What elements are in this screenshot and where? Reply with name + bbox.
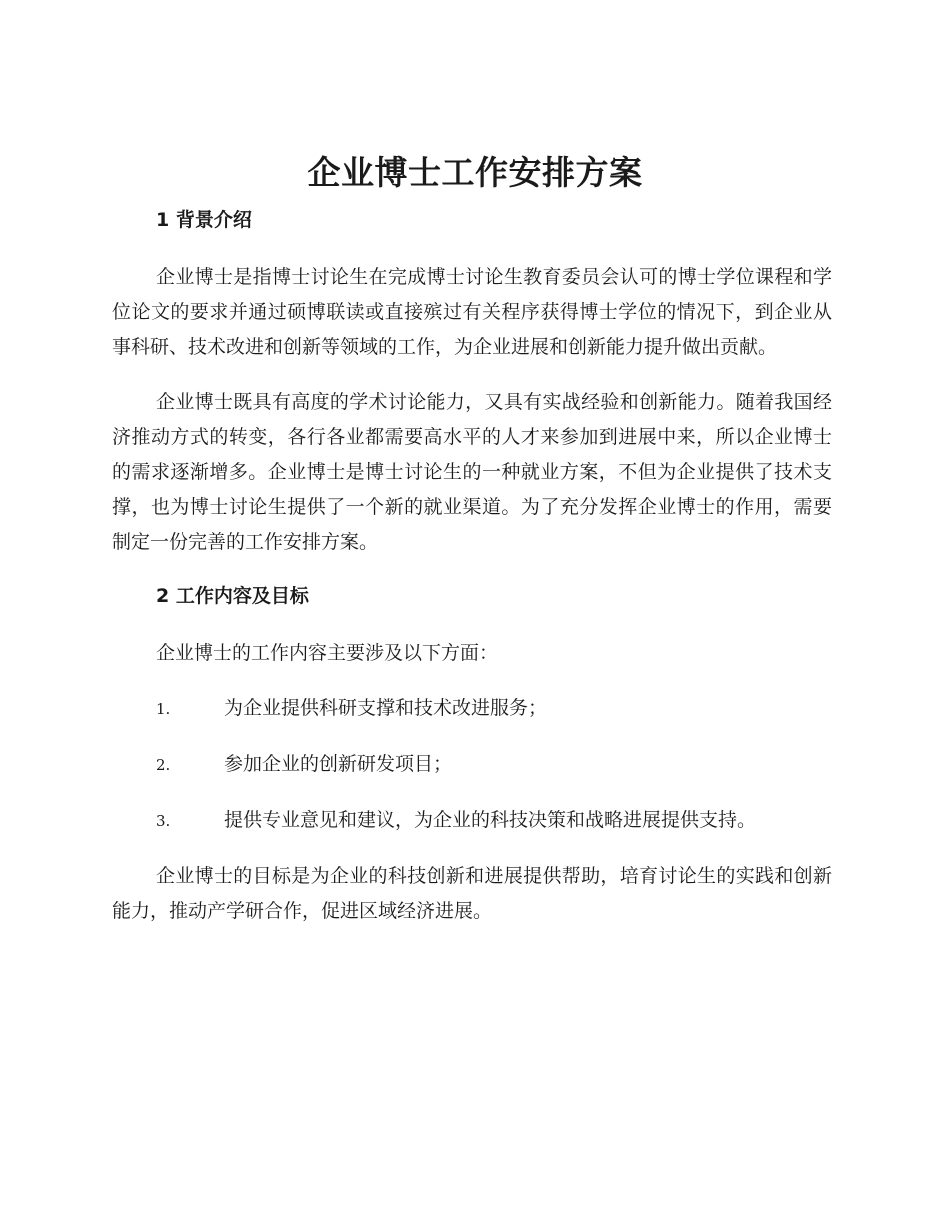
list-item-number: 3. — [156, 812, 171, 830]
work-content-list — [112, 691, 832, 839]
paragraph-background-1: 企业博士是指博士讨论生在完成博士讨论生教育委员会认可的博士学位课程和学位论文的要求并通过硕博联读或直接殡过有关程序获得博士学位的情况下，到企业从事科研、技术改进和创新等领域的工作，为企业进展和创新能力提升做出贡献。 — [112, 266, 832, 358]
paragraph-work-intro: 企业博士的工作内容主要涉及以下方面： — [156, 642, 499, 664]
document-title: 企业博士工作安排方案 — [307, 153, 643, 192]
list-item-text: 为企业提供科研支撑和技术改进服务； — [224, 697, 548, 719]
list-item-number: 1. — [156, 700, 171, 718]
list-item — [156, 803, 832, 839]
paragraph-goals: 企业博士的目标是为企业的科技创新和进展提供帮助，培育讨论生的实践和创新能力，推动产学研合作，促进区域经济进展。 — [112, 865, 832, 922]
paragraph-background-2: 企业博士既具有高度的学术讨论能力，又具有实战经验和创新能力。随着我国经济推动方式的转变，各行各业都需要高水平的人才来参加到进展中来，所以企业博士的需求逐渐增多。企业博士是博士讨论生的一种就业方案，不但为企业提供了技术支撑，也为博士讨论生提供了一个新的就业渠道。为了充分发挥企业博士的作用，需要制定一份完善的工作安排方案。 — [112, 391, 832, 553]
section-heading-work-content: 2 工作内容及目标 — [156, 585, 309, 607]
list-item-text: 提供专业意见和建议，为企业的科技决策和战略进展提供支持。 — [224, 809, 757, 831]
list-item-text: 参加企业的创新研发项目； — [224, 753, 453, 775]
document-body — [112, 204, 832, 929]
list-item-number: 2. — [156, 756, 171, 774]
list-item — [156, 747, 832, 783]
section-heading-background: 1 背景介绍 — [156, 209, 252, 231]
list-item — [156, 691, 832, 727]
